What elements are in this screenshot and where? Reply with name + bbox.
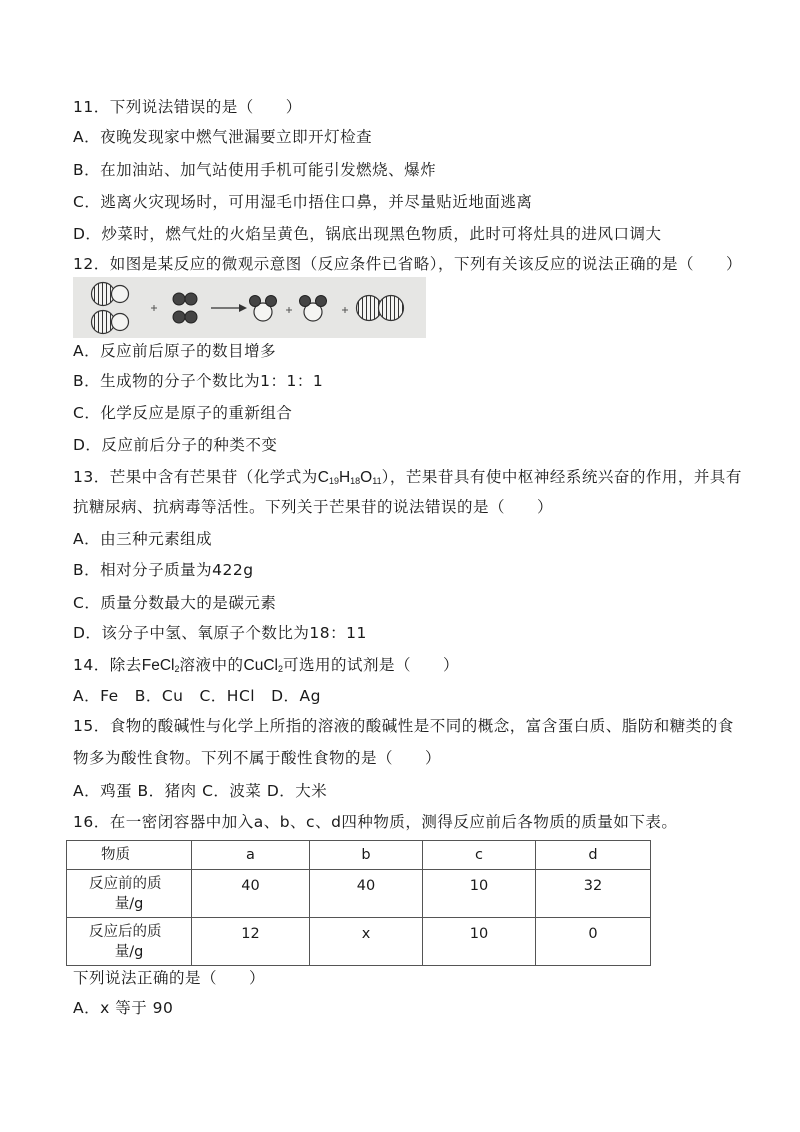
mass-table [66,840,651,966]
formula-o: O [360,469,373,486]
label-after [67,918,192,966]
formula-h: H [338,469,351,486]
q12-option-a: A．反应前后原子的数目增多 [73,342,277,360]
q12-option-d: D．反应前后分子的种类不变 [73,436,278,454]
after-a: 12 [192,918,310,966]
formula-h-sub: 18 [350,476,361,486]
cucl2-text: CuCl [243,657,278,674]
q13-option-d: D．该分子中氢、氧原子个数比为18：11 [73,624,367,642]
table-row-before [67,870,651,918]
q12-option-c: C．化学反应是原子的重新组合 [73,404,293,422]
table-row-after [67,918,651,966]
product-molecule-2 [300,296,327,322]
label-before-line1: 反应前的质 [89,875,162,892]
reaction-diagram-svg [73,277,426,338]
table-header-row [67,841,651,870]
plus-sign-2 [286,307,292,313]
after-c: 10 [423,918,536,966]
label-after-line2: 量/g [114,943,144,960]
q15-options: A．鸡蛋 B．猪肉 C．波菜 D．大米 [73,782,328,800]
q16-stem: 16．在一密闭容器中加入a、b、c、d四种物质，测得反应前后各物质的质量如下表。 [73,813,678,831]
q14-stem-mid: 溶液中的 [179,656,244,674]
q13-option-a: A．由三种元素组成 [73,530,213,548]
plus-sign-3 [342,307,348,313]
before-c: 10 [423,870,536,918]
q13-stem-post: ），芒果苷具有使中枢神经系统兴奋的作用，并具有 [381,468,742,486]
q15-stem-line2: 物多为酸性食物。下列不属于酸性食物的是（ ） [73,749,442,767]
header-a: a [192,841,310,870]
product-molecule-1 [250,296,277,322]
cucl2-sub: 2 [277,664,283,674]
formula-c: C [317,469,329,486]
before-d: 32 [536,870,651,918]
dark-diatomic-molecule-top [173,293,197,305]
q11-option-d: D．炒菜时，燃气灶的火焰呈黄色，锅底出现黑色物质，此时可将灶具的进风口调大 [73,225,662,243]
q13-stem-line1 [73,467,742,488]
q16-option-a: A．x 等于 90 [73,999,174,1017]
q11-option-a: A．夜晚发现家中燃气泄漏要立即开灯检查 [73,128,373,146]
fecl2-text: FeCl [141,657,175,674]
before-b: 40 [310,870,423,918]
product-molecule-3 [357,296,404,321]
label-before [67,870,192,918]
q16-question: 下列说法正确的是（ ） [73,969,266,987]
q14-stem [73,655,459,676]
q14-options: A．Fe B．Cu C．HCl D．Ag [73,687,321,705]
mangiferin-formula [318,469,382,486]
q14-stem-post: 可选用的试剂是（ ） [282,656,459,674]
q12-stem: 12．如图是某反应的微观示意图（反应条件已省略），下列有关该反应的说法正确的是（ ） [73,255,742,273]
fecl2-formula [142,657,180,674]
q13-stem-pre: 13．芒果中含有芒果苷（化学式为 [73,468,318,486]
q15-stem-line1: 15．食物的酸碱性与化学上所指的溶液的酸碱性是不同的概念，富含蛋白质、脂防和糖类的食 [73,717,734,735]
q13-option-b: B．相对分子质量为422g [73,561,254,579]
label-after-line1: 反应后的质 [89,923,162,940]
q11-option-c: C．逃离火灾现场时，可用湿毛巾捂住口鼻，并尽量贴近地面逃离 [73,193,533,211]
fecl2-sub: 2 [174,664,180,674]
plus-sign-1 [151,305,157,311]
q11-option-b: B．在加油站、加气站使用手机可能引发燃烧、爆炸 [73,161,437,179]
after-d: 0 [536,918,651,966]
dark-diatomic-molecule-bottom [173,311,197,323]
label-before-line2: 量/g [114,895,144,912]
q14-stem-pre: 14．除去 [73,656,142,674]
reaction-diagram [73,277,426,338]
q13-stem-line2: 抗糖尿病、抗病毒等活性。下列关于芒果苷的说法错误的是（ ） [73,498,554,516]
after-b: x [310,918,423,966]
header-c: c [423,841,536,870]
reactant-molecule-top [92,283,129,306]
reactant-molecule-bottom [92,311,129,334]
q13-option-c: C．质量分数最大的是碳元素 [73,594,277,612]
cucl2-formula [244,657,283,674]
header-b: b [310,841,423,870]
header-substance: 物质 [67,841,192,870]
q11-stem: 11．下列说法错误的是（ ） [73,98,302,116]
before-a: 40 [192,870,310,918]
formula-o-sub: 11 [372,476,382,486]
header-d: d [536,841,651,870]
q12-option-b: B．生成物的分子个数比为1：1：1 [73,372,324,390]
reaction-arrow [211,304,247,312]
formula-c-sub: 19 [328,476,339,486]
